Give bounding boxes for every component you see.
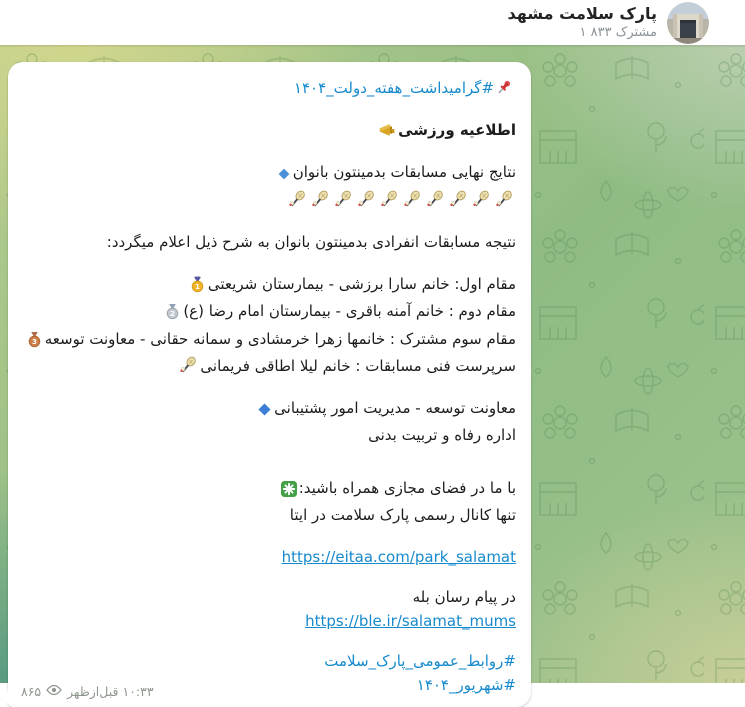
badminton-icon — [426, 190, 445, 217]
hashtag-link[interactable]: #روابط_عمومی_پارک_سلامت — [324, 652, 516, 670]
pushpin-icon — [496, 79, 514, 105]
building-photo-icon — [667, 2, 709, 44]
channel-title: پارک سلامت مشهد — [507, 4, 657, 24]
channel-title-block — [508, 4, 657, 41]
message-text: اطلاعیه ورزشی — [398, 120, 516, 139]
hashtag-link[interactable]: #گرامیداشت_هفته_دولت_۱۴۰۴ — [293, 79, 494, 97]
svg-text:1: 1 — [194, 281, 200, 291]
subscriber-count: ۱ ۸۳۳ مشترک — [579, 25, 657, 41]
badminton-icon — [403, 190, 422, 217]
channel-header[interactable] — [0, 0, 745, 45]
message-text: تنها کانال رسمی پارک سلامت در ایتا — [289, 506, 516, 524]
svg-text:2: 2 — [170, 309, 176, 319]
badminton-icon — [495, 190, 514, 217]
view-count: ۸۶۵ — [21, 684, 42, 699]
badminton-icon — [288, 190, 307, 217]
message-line — [21, 586, 516, 610]
badminton-icon — [472, 190, 491, 217]
message-text: مقام اول: خانم سارا برزشی - بیمارستان شریعتی — [207, 274, 516, 293]
message-bubble — [8, 62, 531, 707]
message-text: مقام دوم : خانم آمنه باقری - بیمارستان امام رضا (ع) — [183, 302, 516, 320]
bubble-tail — [0, 682, 9, 707]
svg-text:3: 3 — [31, 336, 37, 346]
channel-avatar[interactable] — [667, 2, 709, 44]
message-line — [21, 119, 516, 147]
message-line — [21, 300, 516, 328]
message-text: نتیجه مسابقات انفرادی بدمینتون بانوان به شرح ذیل اعلام میگردد: — [106, 233, 516, 251]
message-text: نتایج نهایی مسابقات بدمینتون بانوان — [292, 163, 516, 181]
badminton-icon — [449, 190, 468, 217]
url-link[interactable]: https://ble.ir/salamat_mums — [305, 611, 516, 630]
message-text: با ما در فضای مجازی همراه باشید: — [298, 478, 516, 497]
message-line — [21, 355, 516, 383]
message-meta — [21, 684, 154, 699]
badminton-icon — [179, 356, 198, 383]
message-line — [21, 610, 516, 634]
message-body — [21, 77, 516, 697]
message-text: معاونت توسعه - مدیریت امور پشتیبانی — [274, 398, 516, 417]
url-link[interactable]: https://eitaa.com/park_salamat — [281, 547, 516, 566]
message-text: در پیام رسان بله — [412, 588, 516, 606]
message-line — [21, 231, 516, 255]
message-time: ۱۰:۳۳ قبل‌ازظهر — [67, 684, 154, 699]
message-line — [21, 397, 516, 425]
message-line — [21, 161, 516, 189]
message-text: اداره رفاه و تربیت بدنی — [368, 426, 516, 444]
hashtag-link[interactable]: #شهریور_۱۴۰۴ — [416, 675, 516, 694]
green-asterisk-icon — [281, 481, 297, 505]
message-line — [21, 546, 516, 570]
message-line — [21, 650, 516, 674]
badminton-emoji-row — [21, 189, 516, 217]
bronze-medal-icon — [26, 331, 43, 356]
gold-medal-icon — [189, 276, 206, 301]
message-line — [21, 424, 516, 448]
message-line — [21, 77, 516, 105]
message-text: مقام سوم مشترک : خانمها زهرا خرمشادی و سمانه حقانی - معاونت توسعه — [44, 329, 516, 348]
megaphone-icon — [378, 121, 396, 147]
badminton-icon — [334, 190, 353, 217]
chat-background — [0, 45, 745, 699]
message-line — [21, 328, 516, 356]
badminton-icon — [311, 190, 330, 217]
badminton-icon — [380, 190, 399, 217]
large-blue-diamond-icon — [257, 401, 272, 425]
eye-icon — [46, 684, 62, 699]
message-line — [21, 273, 516, 301]
message-line — [21, 477, 516, 505]
message-line — [21, 504, 516, 528]
badminton-icon — [357, 190, 376, 217]
small-blue-diamond-icon — [277, 165, 291, 189]
silver-medal-icon — [164, 303, 181, 328]
message-text: سرپرست فنی مسابقات : خانم لیلا اطاقی فریمانی — [200, 357, 516, 375]
